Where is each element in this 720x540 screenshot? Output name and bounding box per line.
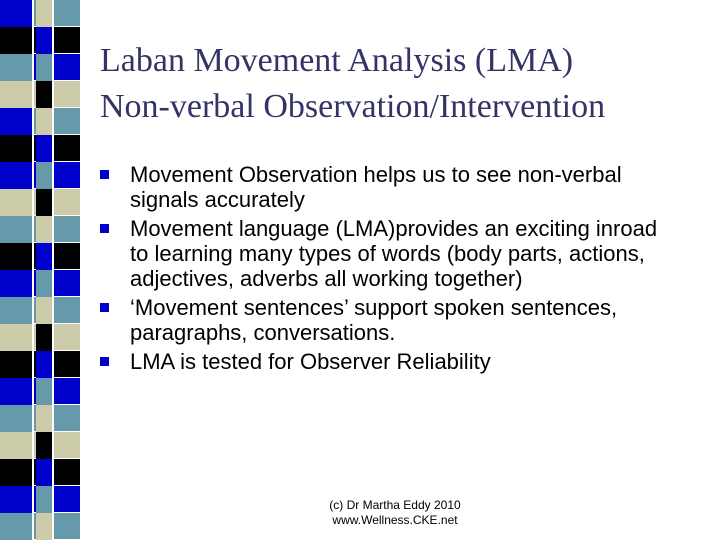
bullet-text: Movement language (LMA)provides an exciting inroad to learning many types of words (body parts, actions, adjectives, adverbs all working together) xyxy=(130,216,658,291)
square-bullet-icon xyxy=(100,170,109,179)
stripe-segment xyxy=(0,216,34,243)
square-bullet-icon xyxy=(100,303,109,312)
bullet-list xyxy=(100,162,660,378)
stripe-segment xyxy=(0,351,34,378)
stripe-segment xyxy=(0,243,34,270)
stripe-block xyxy=(0,324,80,351)
footer-copyright: (c) Dr Martha Eddy 2010 xyxy=(329,498,461,512)
stripe-block xyxy=(0,216,80,243)
slide-title xyxy=(100,38,710,130)
stripe-segment xyxy=(0,54,34,81)
stripe-segment xyxy=(0,189,34,216)
stripe-block xyxy=(0,486,80,513)
stripe-segment xyxy=(36,378,54,405)
stripe-block xyxy=(0,513,80,540)
stripe-segment xyxy=(36,459,54,486)
stripe-block xyxy=(0,270,80,297)
stripe-block xyxy=(0,297,80,324)
stripe-block xyxy=(0,243,80,270)
stripe-segment xyxy=(36,270,54,297)
stripe-segment xyxy=(36,297,54,324)
stripe-segment xyxy=(0,270,34,297)
bullet-item xyxy=(100,295,660,345)
stripe-segment xyxy=(0,459,34,486)
bullet-text: Movement Observation helps us to see non-verbal signals accurately xyxy=(130,162,622,212)
stripe-block xyxy=(0,378,80,405)
bullet-text: ‘Movement sentences’ support spoken sentences, paragraphs, conversations. xyxy=(130,295,618,345)
stripe-segment xyxy=(36,486,54,513)
square-bullet-icon xyxy=(100,357,109,366)
stripe-segment xyxy=(36,0,54,27)
stripe-segment xyxy=(36,513,54,540)
stripe-segment xyxy=(0,324,34,351)
stripe-segment xyxy=(36,108,54,135)
stripe-segment xyxy=(0,108,34,135)
copyright-footer xyxy=(270,498,520,528)
stripe-block xyxy=(0,432,80,459)
stripe-segment xyxy=(0,162,34,189)
bullet-item xyxy=(100,349,660,374)
stripe-segment xyxy=(36,432,54,459)
stripe-block xyxy=(0,81,80,108)
stripe-block xyxy=(0,135,80,162)
stripe-segment xyxy=(0,486,34,513)
stripe-segment xyxy=(0,378,34,405)
stripe-segment xyxy=(0,405,34,432)
stripe-segment xyxy=(0,513,34,540)
stripe-segment xyxy=(0,0,34,27)
bullet-text: LMA is tested for Observer Reliability xyxy=(130,349,491,374)
bullet-item xyxy=(100,216,660,291)
stripe-block xyxy=(0,351,80,378)
stripe-segment xyxy=(36,243,54,270)
stripe-block xyxy=(0,189,80,216)
stripe-segment xyxy=(36,54,54,81)
stripe-segment xyxy=(36,189,54,216)
stripe-segment xyxy=(36,216,54,243)
decorative-stripe-bar xyxy=(0,0,80,540)
stripe-segment xyxy=(36,405,54,432)
title-line-2: Non-verbal Observation/Intervention xyxy=(100,88,606,125)
stripe-segment xyxy=(36,324,54,351)
stripe-block xyxy=(0,0,80,27)
bullet-item xyxy=(100,162,660,212)
stripe-segment xyxy=(0,432,34,459)
stripe-block xyxy=(0,459,80,486)
stripe-block xyxy=(0,54,80,81)
stripe-segment xyxy=(0,135,34,162)
stripe-segment xyxy=(36,351,54,378)
stripe-segment xyxy=(36,162,54,189)
stripe-block xyxy=(0,27,80,54)
stripe-segment xyxy=(0,27,34,54)
title-line-1: Laban Movement Analysis (LMA) xyxy=(100,42,574,79)
stripe-block xyxy=(0,108,80,135)
stripe-segment xyxy=(36,135,54,162)
stripe-segment xyxy=(0,81,34,108)
stripe-block xyxy=(0,162,80,189)
stripe-segment xyxy=(36,27,54,54)
footer-url: www.Wellness.CKE.net xyxy=(332,513,458,527)
square-bullet-icon xyxy=(100,224,109,233)
stripe-segment xyxy=(0,297,34,324)
stripe-segment xyxy=(36,81,54,108)
stripe-block xyxy=(0,405,80,432)
